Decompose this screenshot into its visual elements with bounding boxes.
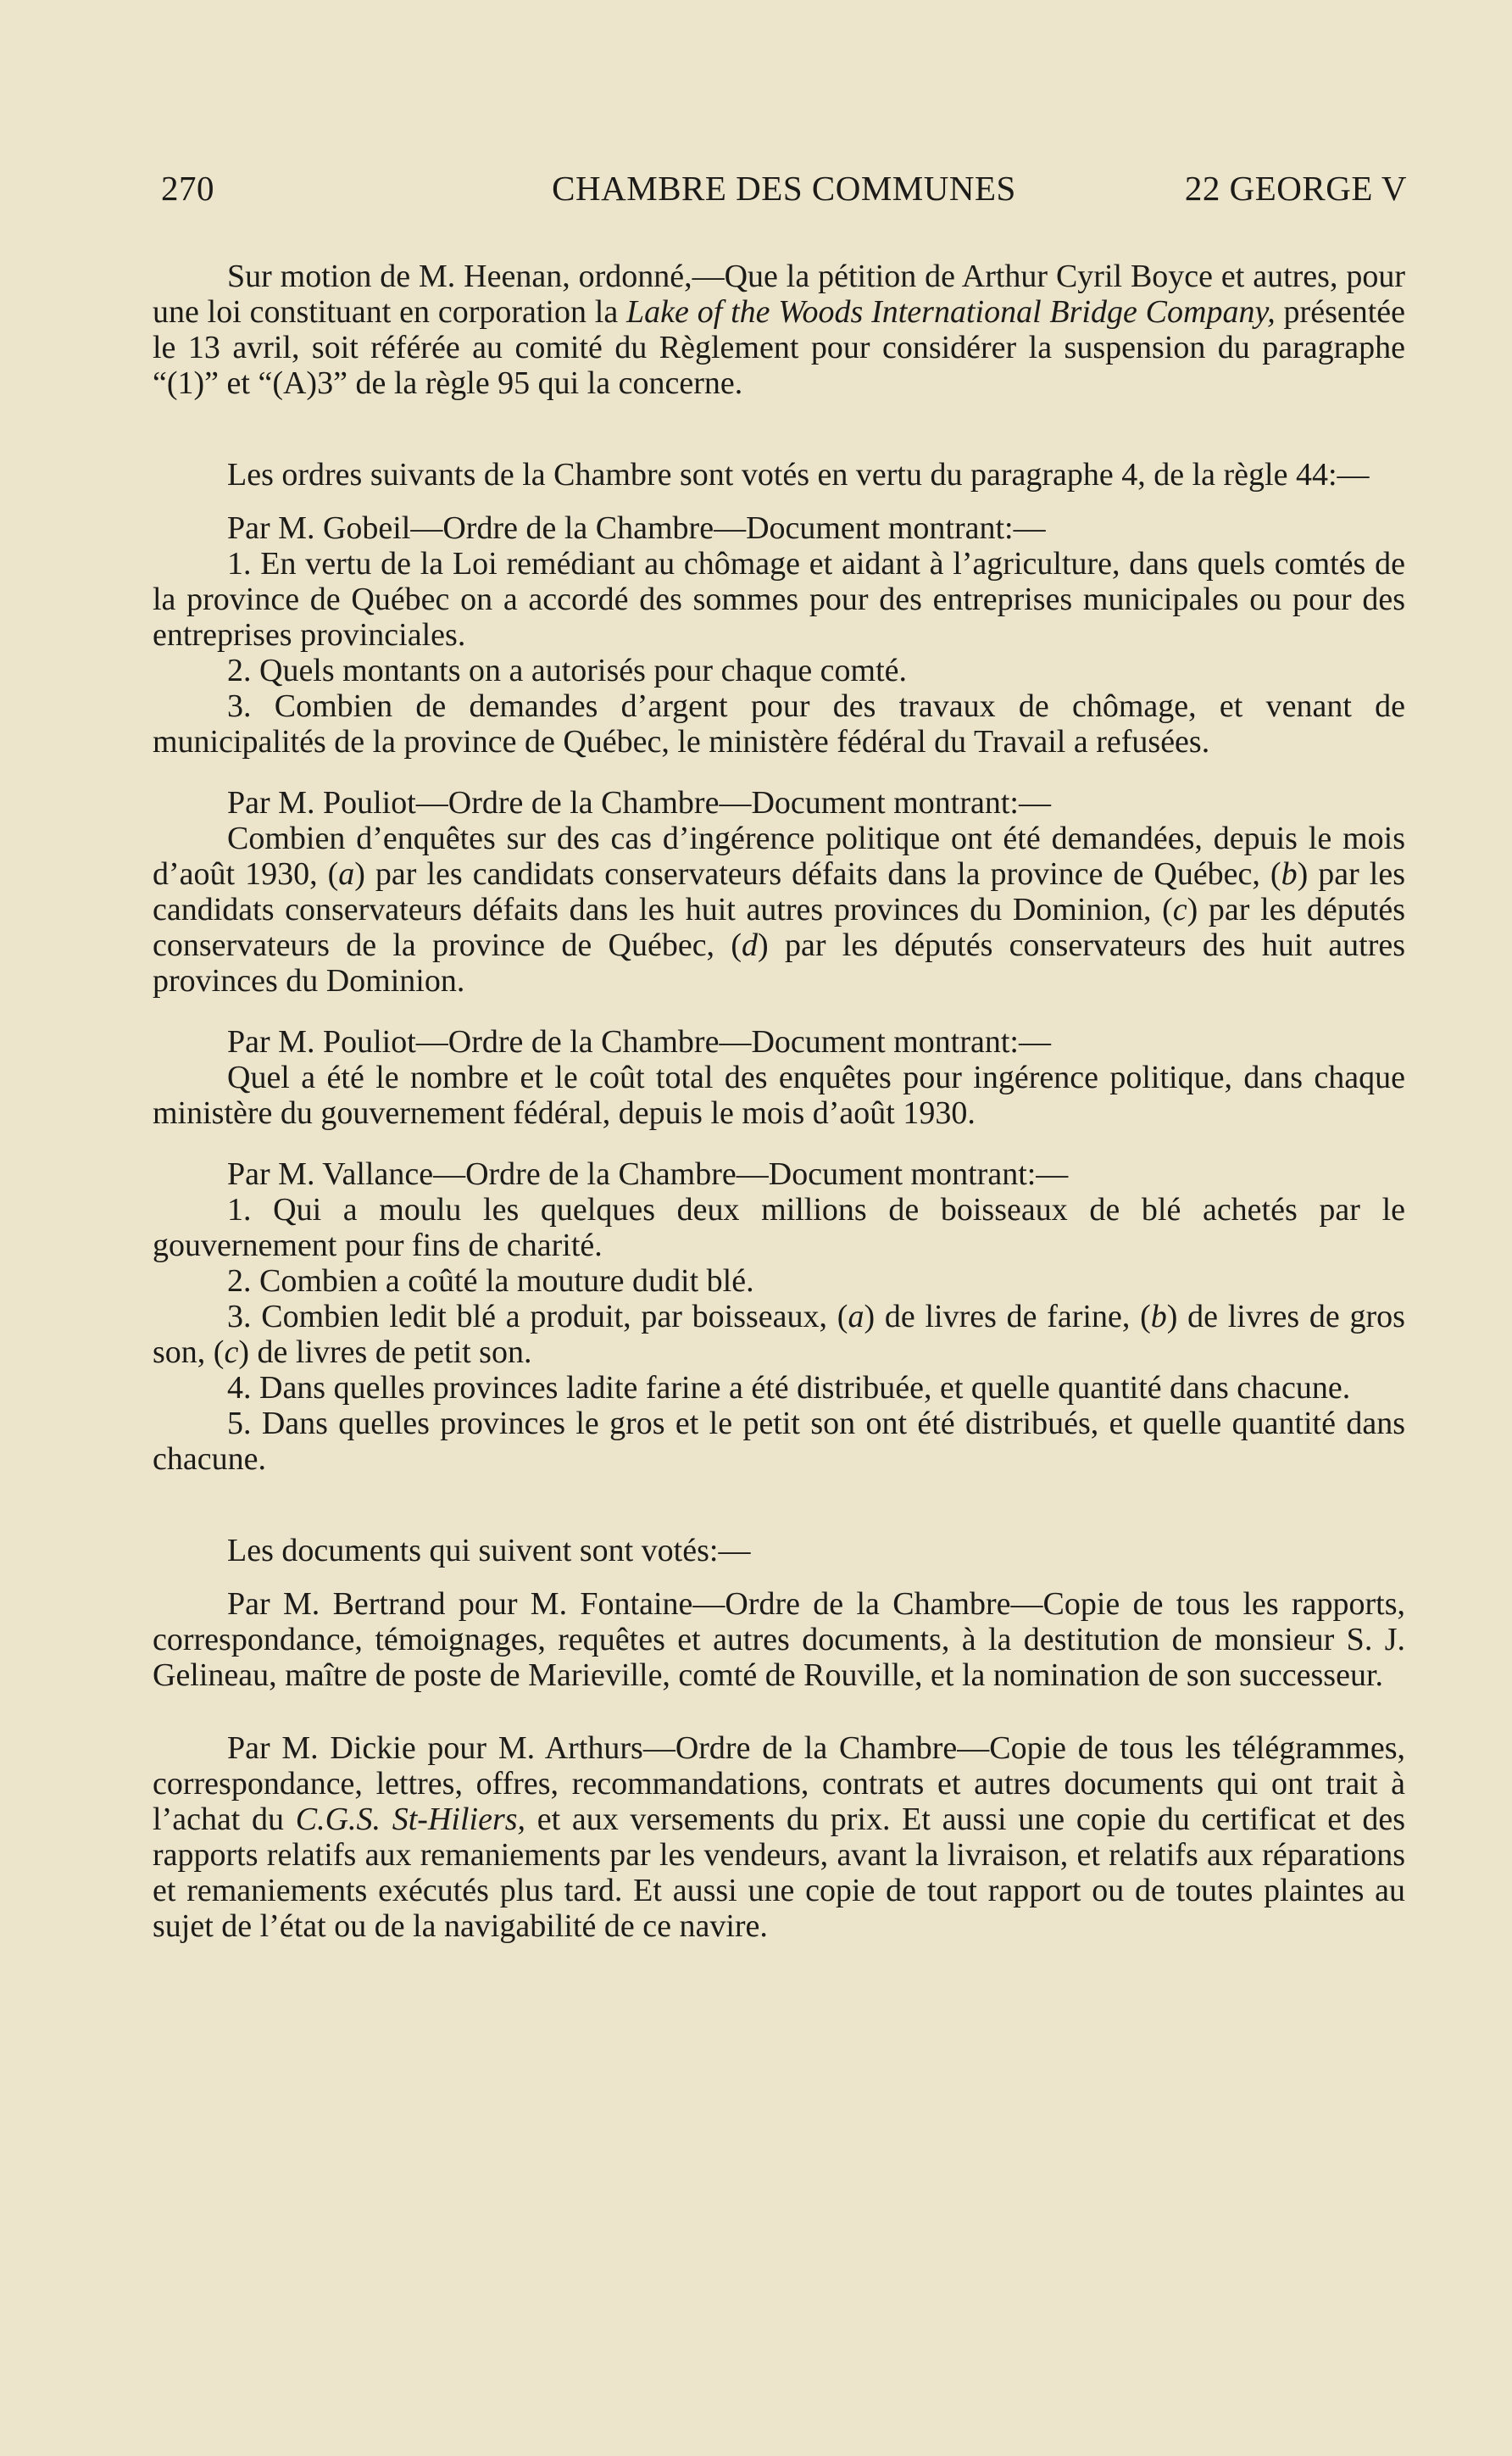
gobeil-item-3: 3. Combien de demandes d’argent pour des travaux de chômage, et venant de municipalités de la province de Québec, le ministère fédéral du Travail a refusées. [153, 688, 1405, 760]
pouliot-paragraph-1: Combien d’enquêtes sur des cas d’ingérence politique ont été demandées, depuis le mois d’août 1930, (a) par les candidats conservateurs défaits dans la province de Québec, (b) par les candidats conservateurs défaits dans les huit autres provinces du Dominion, (c) par les députés conservateurs de la province de Québec, (d) par les députés conservateurs des huit autres provinces du Dominion. [153, 821, 1406, 999]
page-body [153, 259, 1405, 1944]
ship-name: C.G.S. St-Hiliers, [295, 1802, 526, 1837]
dickie-paragraph: Par M. Dickie pour M. Arthurs—Ordre de la Chambre—Copie de tous les télégrammes, correspondance, lettres, offres, recommandations, contrats et autres documents qui ont trait à l’achat du C.G.S. St-Hiliers, et aux versements du prix. Et aussi une copie du certificat et des rapports relatifs aux remaniements par les vendeurs, avant la livraison, et relatifs aux réparations et remaniements exécutés plus tard. Et aussi une copie de tout rapport ou de toutes plaintes au sujet de l’état ou de la navigabilité de ce navire. [153, 1730, 1405, 1944]
vallance-item-5: 5. Dans quelles provinces le gros et le petit son ont été distribués, et quelle quantité dans chacune. [153, 1406, 1405, 1477]
vallance-item-1: 1. Qui a moulu les quelques deux millions de boisseaux de blé achetés par le gouvernement pour fins de charité. [153, 1192, 1405, 1263]
gobeil-item-1: 1. En vertu de la Loi remédiant au chômage et aidant à l’agriculture, dans quels comtés de la province de Québec on a accordé des sommes pour des entreprises municipales ou pour des entreprises provinciales. [153, 546, 1405, 653]
gobeil-item-2: 2. Quels montants on a autorisés pour chaque comté. [227, 653, 908, 688]
pouliot-heading-2: Par M. Pouliot—Ordre de la Chambre—Document montrant:— [227, 1024, 1051, 1060]
pouliot-paragraph-2: Quel a été le nombre et le coût total des enquêtes pour ingérence politique, dans chaque ministère du gouvernement fédéral, depuis le mois d’août 1930. [153, 1060, 1405, 1131]
bertrand-paragraph: Par M. Bertrand pour M. Fontaine—Ordre de la Chambre—Copie de tous les rapports, correspondance, témoignages, requêtes et autres documents, à la destitution de monsieur S. J. Gelineau, maître de poste de Marieville, comté de Rouville, et la nomination de son successeur. [153, 1586, 1405, 1693]
petition-paragraph: Sur motion de M. Heenan, ordonné,—Que la pétition de Arthur Cyril Boyce et autres, pour une loi constituant en corporation la Lake of the Woods International Bridge Company, présentée le 13 avril, soit référée au comité du Règlement pour considérer la suspension du paragraphe “(1)” et “(A)3” de la règle 95 qui la concerne. [153, 259, 1406, 401]
vallance-heading: Par M. Vallance—Ordre de la Chambre—Document montrant:— [227, 1156, 1069, 1192]
regnal-year: 22 GEORGE V [1184, 169, 1407, 208]
company-name: Lake of the Woods International Bridge Company, [626, 294, 1276, 330]
page-number: 270 [161, 169, 214, 208]
orders-intro: Les ordres suivants de la Chambre sont votés en vertu du paragraphe 4, de la règle 44:— [227, 457, 1370, 493]
vallance-item-3: 3. Combien ledit blé a produit, par boisseaux, (a) de livres de farine, (b) de livres de gros son, (c) de livres de petit son. [153, 1299, 1405, 1370]
gobeil-heading: Par M. Gobeil—Ordre de la Chambre—Document montrant:— [227, 510, 1046, 546]
running-title: CHAMBRE DES COMMUNES [552, 169, 1016, 208]
pouliot-heading-1: Par M. Pouliot—Ordre de la Chambre—Document montrant:— [227, 785, 1051, 821]
page-header [161, 168, 1407, 219]
documents-intro: Les documents qui suivent sont votés:— [227, 1533, 751, 1568]
vallance-item-4: 4. Dans quelles provinces ladite farine a été distribuée, et quelle quantité dans chacune. [227, 1370, 1351, 1406]
vallance-item-2: 2. Combien a coûté la mouture dudit blé. [227, 1263, 754, 1299]
